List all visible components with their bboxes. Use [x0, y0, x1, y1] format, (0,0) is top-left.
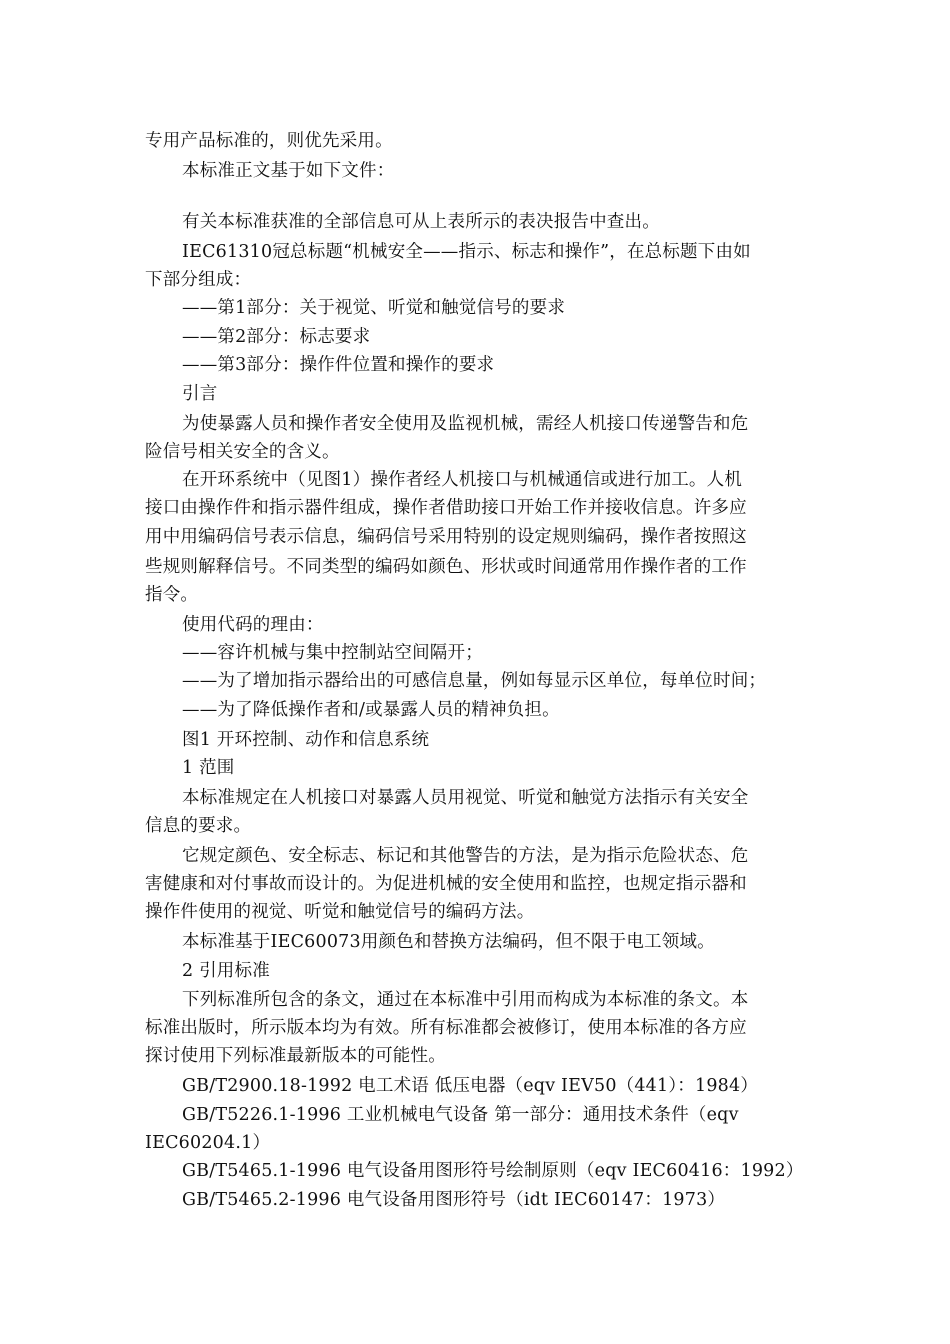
text-line: 信息的要求。 [145, 816, 252, 836]
text-line: 本标准基于IEC60073用颜色和替换方法编码，但不限于电工领域。 [182, 932, 715, 952]
text-line: 操作件使用的视觉、听觉和触觉信号的编码方法。 [145, 902, 535, 922]
text-line: 下部分组成： [145, 270, 252, 290]
list-item: ——第3部分：操作件位置和操作的要求 [182, 355, 495, 375]
reference-item: GB/T5226.1-1996 工业机械电气设备 第一部分：通用技术条件（eqv [182, 1105, 739, 1125]
text-line: 为使暴露人员和操作者安全使用及监视机械，需经人机接口传递警告和危 [182, 414, 749, 434]
figure-caption: 图1 开环控制、动作和信息系统 [182, 730, 430, 750]
list-item: ——为了降低操作者和/或暴露人员的精神负担。 [182, 700, 560, 720]
list-item: ——第1部分：关于视觉、听觉和触觉信号的要求 [182, 298, 566, 318]
text-line: 在开环系统中（见图1）操作者经人机接口与机械通信或进行加工。人机 [182, 470, 743, 490]
text-line: 使用代码的理由： [182, 615, 324, 635]
list-item: ——容许机械与集中控制站空间隔开； [182, 643, 483, 663]
text-line: 有关本标准获准的全部信息可从上表所示的表决报告中查出。 [182, 212, 660, 232]
section-heading: 2 引用标准 [182, 961, 270, 981]
list-item: ——为了增加指示器给出的可感信息量，例如每显示区单位，每单位时间； [182, 671, 767, 691]
text-line: 探讨使用下列标准最新版本的可能性。 [145, 1046, 446, 1066]
text-line: 些规则解释信号。不同类型的编码如颜色、形状或时间通常用作操作者的工作 [145, 557, 747, 577]
text-line: 指令。 [145, 585, 199, 605]
reference-item: GB/T5465.1-1996 电气设备用图形符号绘制原则（eqv IEC60416：1992） [182, 1161, 804, 1181]
reference-item: IEC60204.1） [145, 1133, 271, 1153]
reference-item: GB/T5465.2-1996 电气设备用图形符号（idt IEC60147：1973） [182, 1190, 726, 1210]
text-line: 险信号相关安全的含义。 [145, 442, 340, 462]
text-line: 害健康和对付事故而设计的。为促进机械的安全使用和监控，也规定指示器和 [145, 874, 747, 894]
text-line: 下列标准所包含的条文，通过在本标准中引用而构成为本标准的条文。本 [182, 990, 749, 1010]
text-line: 用中用编码信号表示信息，编码信号采用特别的设定规则编码，操作者按照这 [145, 527, 747, 547]
text-line: 本标准正文基于如下文件： [182, 161, 395, 181]
text-line: 专用产品标准的，则优先采用。 [145, 131, 393, 151]
text-line: 它规定颜色、安全标志、标记和其他警告的方法，是为指示危险状态、危 [182, 846, 749, 866]
text-line: 标准出版时，所示版本均为有效。所有标准都会被修订，使用本标准的各方应 [145, 1018, 747, 1038]
text-line: 接口由操作件和指示器件组成，操作者借助接口开始工作并接收信息。许多应 [145, 498, 747, 518]
section-heading: 1 范围 [182, 758, 235, 778]
list-item: ——第2部分：标志要求 [182, 327, 371, 347]
section-heading: 引言 [182, 384, 218, 404]
text-line: 本标准规定在人机接口对暴露人员用视觉、听觉和触觉方法指示有关安全 [182, 788, 749, 808]
text-line: IEC61310冠总标题“机械安全——指示、标志和操作”，在总标题下由如 [182, 242, 751, 262]
reference-item: GB/T2900.18-1992 电工术语 低压电器（eqv IEV50（441）：1984） [182, 1076, 759, 1096]
